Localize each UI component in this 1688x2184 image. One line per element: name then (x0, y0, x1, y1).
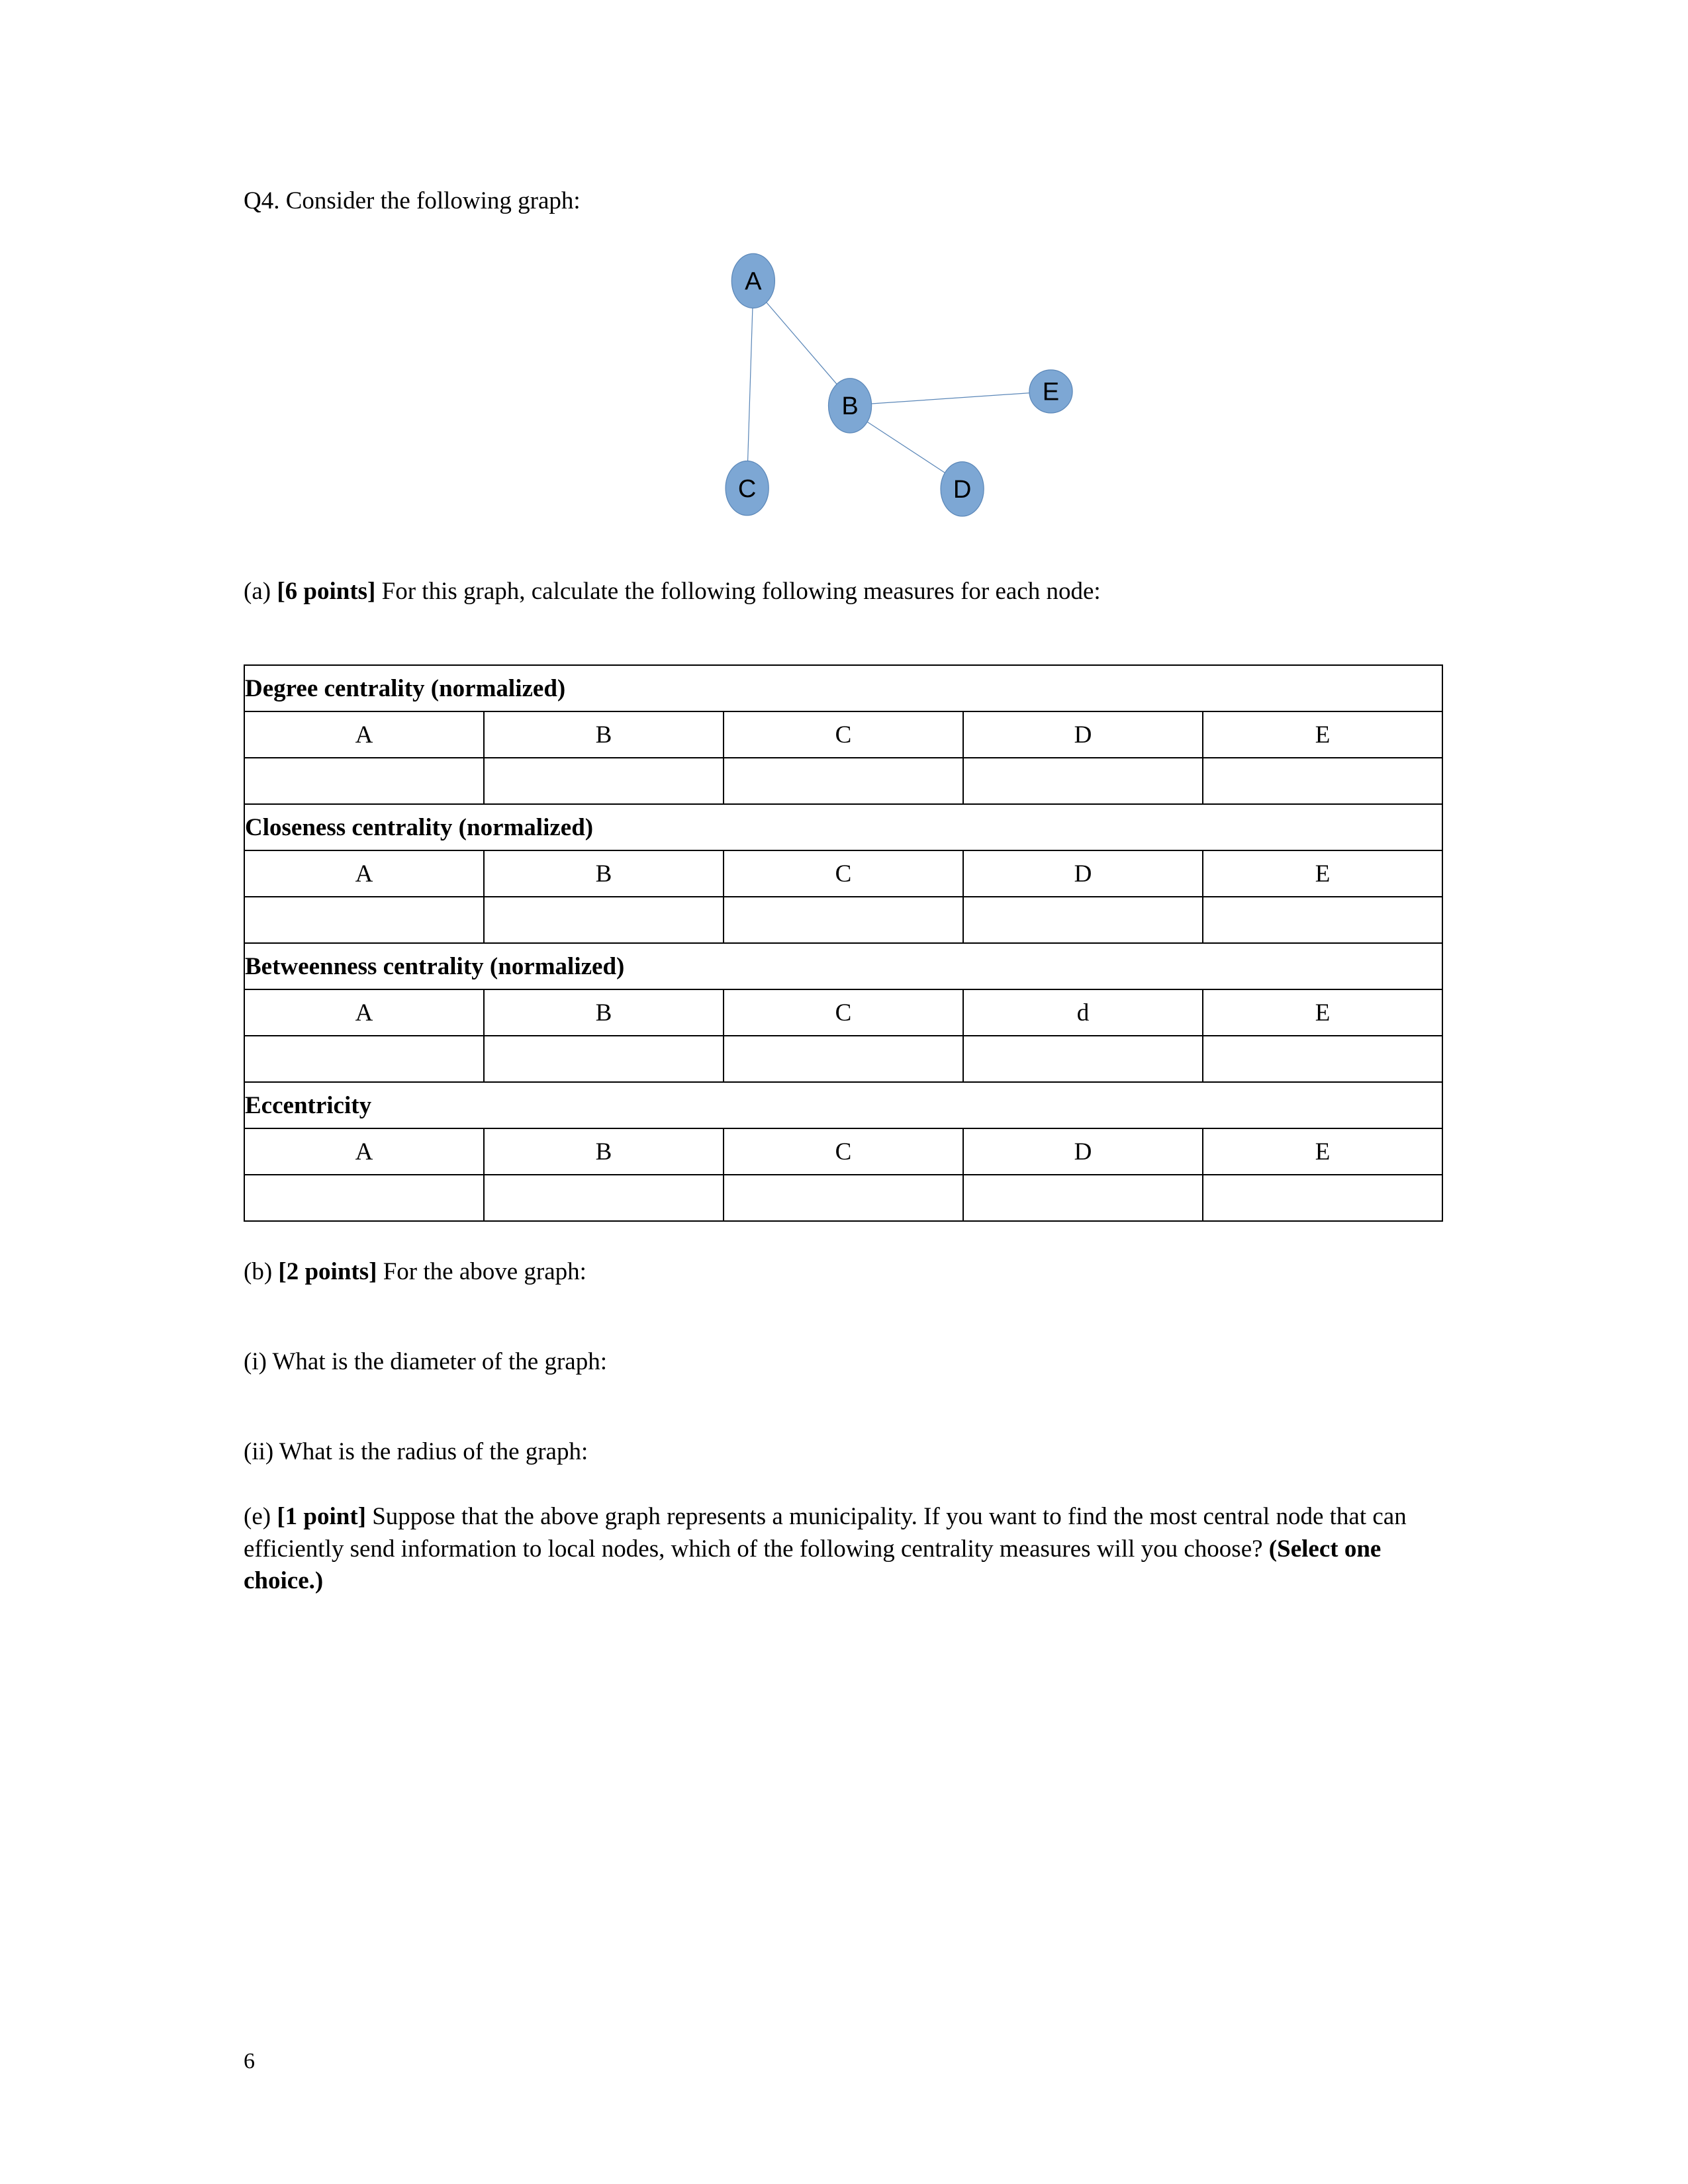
answer-cell-closeness-d[interactable] (963, 897, 1203, 943)
graph-figure (244, 242, 1442, 527)
part-a-text: For this graph, calculate the following following measures for each node: (375, 578, 1101, 606)
section-title-degree: Degree centrality (normalized) (244, 665, 1442, 711)
graph-edge-a-c (748, 308, 753, 461)
graph-edge-a-b (767, 302, 837, 385)
table-header-row (244, 850, 1442, 897)
part-e-label: (e) (244, 1503, 277, 1531)
answer-cell-betweenness-b[interactable] (484, 1036, 724, 1082)
table-header-row (244, 1128, 1442, 1175)
answer-cell-betweenness-d[interactable] (963, 1036, 1203, 1082)
answer-cell-betweenness-a[interactable] (244, 1036, 484, 1082)
column-header-eccentricity-4: E (1203, 1128, 1442, 1175)
table-answer-row (244, 897, 1442, 943)
table-header-row (244, 711, 1442, 758)
node-label-d: D (953, 476, 972, 504)
part-b-points: [2 points] (278, 1258, 377, 1286)
part-e-prompt (244, 1501, 1442, 1596)
graph-node-c (726, 461, 769, 516)
page-number: 6 (244, 2049, 255, 2073)
answer-cell-closeness-a[interactable] (244, 897, 484, 943)
table-answer-row (244, 1036, 1442, 1082)
section-title-closeness: Closeness centrality (normalized) (244, 804, 1442, 850)
column-header-betweenness-4: E (1203, 989, 1442, 1036)
column-header-closeness-3: D (963, 850, 1203, 897)
part-b-label: (b) (244, 1258, 279, 1286)
column-header-degree-1: B (484, 711, 724, 758)
table-section-title-row (244, 1082, 1442, 1128)
answer-cell-eccentricity-e[interactable] (1203, 1175, 1442, 1221)
part-a-prompt (244, 576, 1442, 608)
answer-cell-degree-c[interactable] (724, 758, 963, 804)
part-e-text: Suppose that the above graph represents a municipality. If you want to find the most central node that can efficiently send information to local nodes, which of the following centrality measures will you choose? (244, 1503, 1407, 1563)
column-header-eccentricity-0: A (244, 1128, 484, 1175)
node-label-a: A (745, 267, 762, 296)
table-header-row (244, 989, 1442, 1036)
answer-cell-degree-a[interactable] (244, 758, 484, 804)
column-header-eccentricity-1: B (484, 1128, 724, 1175)
section-title-betweenness: Betweenness centrality (normalized) (244, 943, 1442, 989)
table-answer-row (244, 758, 1442, 804)
column-header-closeness-0: A (244, 850, 484, 897)
graph-edge-b-d (867, 422, 945, 473)
column-header-degree-4: E (1203, 711, 1442, 758)
column-header-closeness-1: B (484, 850, 724, 897)
answer-cell-closeness-c[interactable] (724, 897, 963, 943)
part-e-bold-tail: (Select one choice.) (244, 1535, 1382, 1594)
graph-edge-b-e (872, 393, 1030, 404)
column-header-degree-2: C (724, 711, 963, 758)
graph-node-e (1029, 370, 1072, 413)
part-e-points: [1 point] (277, 1503, 366, 1531)
part-b-prompt (244, 1256, 1442, 1288)
page-content (244, 185, 1442, 1597)
answer-cell-closeness-b[interactable] (484, 897, 724, 943)
answer-cell-eccentricity-c[interactable] (724, 1175, 963, 1221)
column-header-betweenness-0: A (244, 989, 484, 1036)
column-header-closeness-4: E (1203, 850, 1442, 897)
answer-cell-degree-b[interactable] (484, 758, 724, 804)
question-intro: Q4. Consider the following graph: (244, 187, 581, 214)
answer-cell-eccentricity-b[interactable] (484, 1175, 724, 1221)
answer-cell-betweenness-c[interactable] (724, 1036, 963, 1082)
column-header-eccentricity-2: C (724, 1128, 963, 1175)
graph-node-a (731, 253, 774, 308)
column-header-degree-3: D (963, 711, 1203, 758)
graph-node-d (941, 462, 984, 516)
node-label-b: B (841, 392, 859, 421)
part-a-points: [6 points] (277, 578, 376, 606)
graph-node-b (829, 379, 872, 433)
answer-cell-degree-d[interactable] (963, 758, 1203, 804)
node-label-c: C (737, 475, 757, 503)
table-section-title-row (244, 804, 1442, 850)
answer-cell-closeness-e[interactable] (1203, 897, 1442, 943)
column-header-betweenness-3: d (963, 989, 1203, 1036)
answer-cell-eccentricity-a[interactable] (244, 1175, 484, 1221)
part-b-ii-question: (ii) What is the radius of the graph: (244, 1438, 588, 1466)
table-section-title-row (244, 665, 1442, 711)
column-header-betweenness-2: C (724, 989, 963, 1036)
answer-cell-eccentricity-d[interactable] (963, 1175, 1203, 1221)
column-header-degree-0: A (244, 711, 484, 758)
table-section-title-row (244, 943, 1442, 989)
column-header-betweenness-1: B (484, 989, 724, 1036)
column-header-closeness-2: C (724, 850, 963, 897)
centrality-measures-table (244, 664, 1443, 1222)
table-answer-row (244, 1175, 1442, 1221)
column-header-eccentricity-3: D (963, 1128, 1203, 1175)
answer-cell-betweenness-e[interactable] (1203, 1036, 1442, 1082)
node-label-e: E (1042, 378, 1060, 406)
section-title-eccentricity: Eccentricity (244, 1082, 1442, 1128)
graph-diagram (244, 242, 1442, 527)
answer-cell-degree-e[interactable] (1203, 758, 1442, 804)
part-a-label: (a) (244, 578, 277, 606)
part-b-i-question: (i) What is the diameter of the graph: (244, 1348, 607, 1376)
part-b-text: For the above graph: (377, 1258, 586, 1286)
